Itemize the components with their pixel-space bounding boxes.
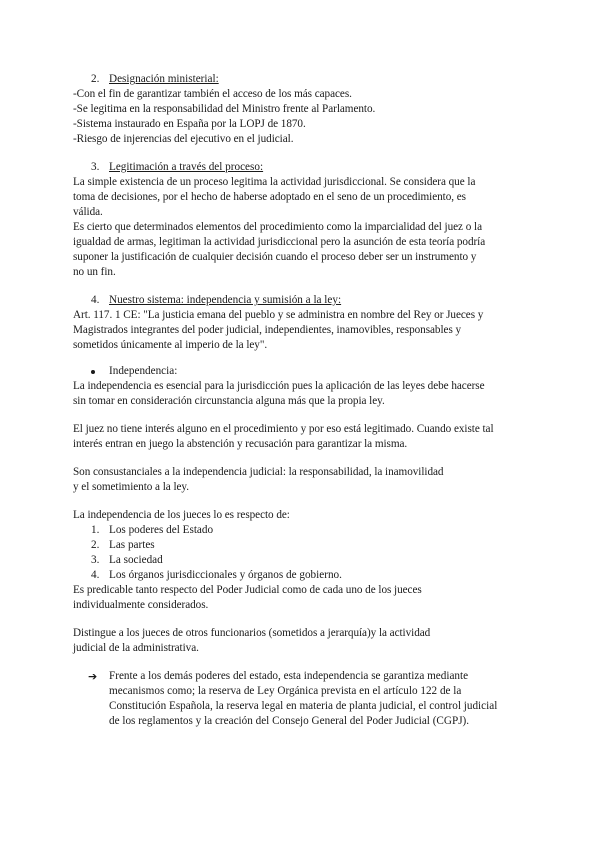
indep-p6-line: Distingue a los jueces de otros funcionarios (sometidos a jerarquía)y la actividad [73,627,431,639]
arrow-item-line: Frente a los demás poderes del estado, esta independencia se garantiza mediante [109,670,469,682]
arrow-item-line: mecanismos como; la reserva de Ley Orgánica prevista en el artículo 122 de la [109,685,462,697]
s3-line: La simple existencia de un proceso legitima la actividad jurisdiccional. Se considera que la [73,176,476,188]
arrow-item-line: Constitución Española, la reserva legal en materia de planta judicial, el control judicial [109,700,498,712]
section-3-number: 3. [91,161,100,173]
indep-p3-line: y el sometimiento a la ley. [73,481,189,493]
indep-p4-intro: La independencia de los jueces lo es respecto de: [73,509,290,521]
s3-line: no un fin. [73,266,116,278]
indep-p2-line: interés entran en juego la abstención y recusación para garantizar la misma. [73,438,408,450]
indep-p5-line: individualmente considerados. [73,599,209,611]
s2-line: -Sistema instaurado en España por la LOPJ de 1870. [73,118,306,130]
list-item-text: Los órganos jurisdiccionales y órganos de gobierno. [109,569,342,581]
s3-line: suponer la justificación de cualquier decisión cuando el proceso deber ser un instrumento y [73,251,477,263]
indep-p5-line: Es predicable tanto respecto del Poder Judicial como de cada uno de los jueces [73,584,422,596]
s4-line: Art. 117. 1 CE: "La justicia emana del pueblo y se administra en nombre del Rey or Jueces y [73,309,484,321]
s3-line: Es cierto que determinados elementos del procedimiento como la imparcialidad del juez o la [73,221,482,233]
indep-p3-line: Son consustanciales a la independencia judicial: la responsabilidad, la inamovilidad [73,466,444,478]
list-item-text: La sociedad [109,554,163,566]
list-item-number: 4. [91,569,100,581]
arrow-item-line: de los reglamentos y la creación del Consejo General del Poder Judicial (CGPJ). [109,715,470,727]
section-2-title: Designación ministerial: [109,73,219,85]
indep-p1-line: sin tomar en consideración circunstancia alguna más que la propia ley. [73,395,385,407]
s3-line: válida. [73,206,103,218]
list-item-number: 1. [91,524,100,536]
section-4-title: Nuestro sistema: independencia y sumisión a la ley: [109,294,342,306]
list-item-number: 2. [91,539,100,551]
section-4-number: 4. [91,294,100,306]
s2-line: -Riesgo de injerencias del ejecutivo en el judicial. [73,133,294,145]
section-3-title: Legitimación a través del proceso: [109,161,264,173]
s4-line: sometidos únicamente al imperio de la ley". [73,339,268,351]
independencia-title: Independencia: [109,365,178,377]
indep-p2-line: El juez no tiene interés alguno en el procedimiento y por eso está legitimado. Cuando existe tal [73,423,494,435]
right-arrow-icon: ➔ [88,670,98,683]
indep-p1-line: La independencia es esencial para la jurisdicción pues la aplicación de las leyes debe hacerse [73,380,485,392]
indep-p6-line: judicial de la administrativa. [73,642,199,654]
s3-line: igualdad de armas, legitiman la actividad jurisdiccional pero la asunción de esta teoría podría [73,236,486,248]
s2-line: -Con el fin de garantizar también el acceso de los más capaces. [73,88,352,100]
s4-line: Magistrados integrantes del poder judicial, independientes, inamovibles, responsables y [73,324,462,336]
list-item-text: Las partes [109,539,155,551]
filled-circle-bullet-icon [91,370,95,374]
section-2-number: 2. [91,73,100,85]
list-item-number: 3. [91,554,100,566]
list-item-text: Los poderes del Estado [109,524,214,536]
s2-line: -Se legitima en la responsabilidad del Ministro frente al Parlamento. [73,103,376,115]
s3-line: toma de decisiones, por el hecho de haberse adoptado en el seno de un procedimiento, es [73,191,466,203]
